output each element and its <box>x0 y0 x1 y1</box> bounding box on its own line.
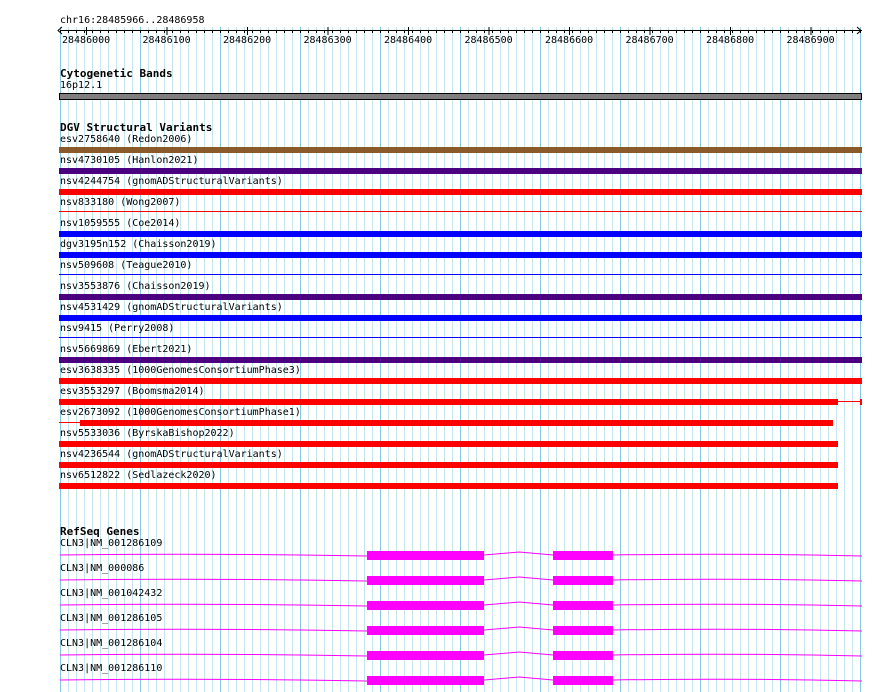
refseq-transcript[interactable] <box>60 626 862 635</box>
ruler-tick-label: 28486100 <box>142 35 191 46</box>
dgv-track-title: DGV Structural Variants <box>60 121 213 134</box>
refseq-exon <box>367 676 484 685</box>
dgv-variant-label: nsv4244754 (gnomADStructuralVariants) <box>60 176 283 187</box>
refseq-exon <box>553 601 613 610</box>
dgv-variant-label: esv2758640 (Redon2006) <box>60 134 193 145</box>
dgv-variant-label: esv3638335 (1000GenomesConsortiumPhase3) <box>60 365 301 376</box>
ruler-tick-label: 28486700 <box>625 35 674 46</box>
refseq-exon <box>553 626 613 635</box>
dgv-variant-label: nsv4730105 (Hanlon2021) <box>60 155 199 166</box>
refseq-transcript[interactable] <box>60 551 862 560</box>
ruler-tick-label: 28486000 <box>62 35 111 46</box>
dgv-variant-label: dgv3195n152 (Chaisson2019) <box>60 239 217 250</box>
refseq-transcript-label: CLN3|NM_001286109 <box>60 538 163 549</box>
ruler-tick-label: 28486200 <box>223 35 272 46</box>
refseq-transcript[interactable] <box>60 651 862 660</box>
dgv-variant-label: nsv3553876 (Chaisson2019) <box>60 281 211 292</box>
refseq-transcript[interactable] <box>60 601 862 610</box>
cytoband-track-title: Cytogenetic Bands <box>60 67 173 80</box>
refseq-track-title: RefSeq Genes <box>60 525 140 538</box>
refseq-exon <box>367 651 484 660</box>
dgv-variant-label: nsv9415 (Perry2008) <box>60 323 175 334</box>
dgv-variant-label: nsv6512822 (Sedlazeck2020) <box>60 470 217 481</box>
ruler-tick-label: 28486800 <box>706 35 755 46</box>
refseq-exon <box>367 551 484 560</box>
dgv-variant-label: nsv4531429 (gnomADStructuralVariants) <box>60 302 283 313</box>
ruler-tick-label: 28486300 <box>303 35 352 46</box>
dgv-variant-label: nsv5533036 (ByrskaBishop2022) <box>60 428 235 439</box>
ruler-tick-label: 28486400 <box>384 35 433 46</box>
dgv-variant-label: nsv509608 (Teague2010) <box>60 260 193 271</box>
refseq-transcript[interactable] <box>60 576 862 585</box>
refseq-exon <box>367 576 484 585</box>
refseq-transcript-label: CLN3|NM_001286104 <box>60 638 163 649</box>
ruler-tick-label: 28486500 <box>464 35 513 46</box>
refseq-exon <box>553 676 613 685</box>
dgv-variant-label: esv2673092 (1000GenomesConsortiumPhase1) <box>60 407 301 418</box>
refseq-exon <box>367 626 484 635</box>
refseq-exon <box>367 601 484 610</box>
refseq-transcript-label: CLN3|NM_001042432 <box>60 588 163 599</box>
refseq-transcript[interactable] <box>60 676 862 685</box>
ruler-tick-label: 28486900 <box>786 35 835 46</box>
dgv-variant-label: nsv5669869 (Ebert2021) <box>60 344 193 355</box>
dgv-variant-label: esv3553297 (Boomsma2014) <box>60 386 205 397</box>
refseq-transcript-label: CLN3|NM_001286110 <box>60 663 163 674</box>
locus-label: chr16:28485966..28486958 <box>60 15 205 26</box>
refseq-exon <box>553 551 613 560</box>
cytoband-label: 16p12.1 <box>60 80 103 91</box>
refseq-exon <box>553 651 613 660</box>
dgv-variant-label: nsv1059555 (Coe2014) <box>60 218 181 229</box>
ruler-tick-label: 28486600 <box>545 35 594 46</box>
dgv-variant-label: nsv833180 (Wong2007) <box>60 197 181 208</box>
refseq-exon <box>553 576 613 585</box>
refseq-transcript-label: CLN3|NM_000086 <box>60 563 145 574</box>
refseq-transcript-label: CLN3|NM_001286105 <box>60 613 163 624</box>
dgv-variant-label: nsv4236544 (gnomADStructuralVariants) <box>60 449 283 460</box>
